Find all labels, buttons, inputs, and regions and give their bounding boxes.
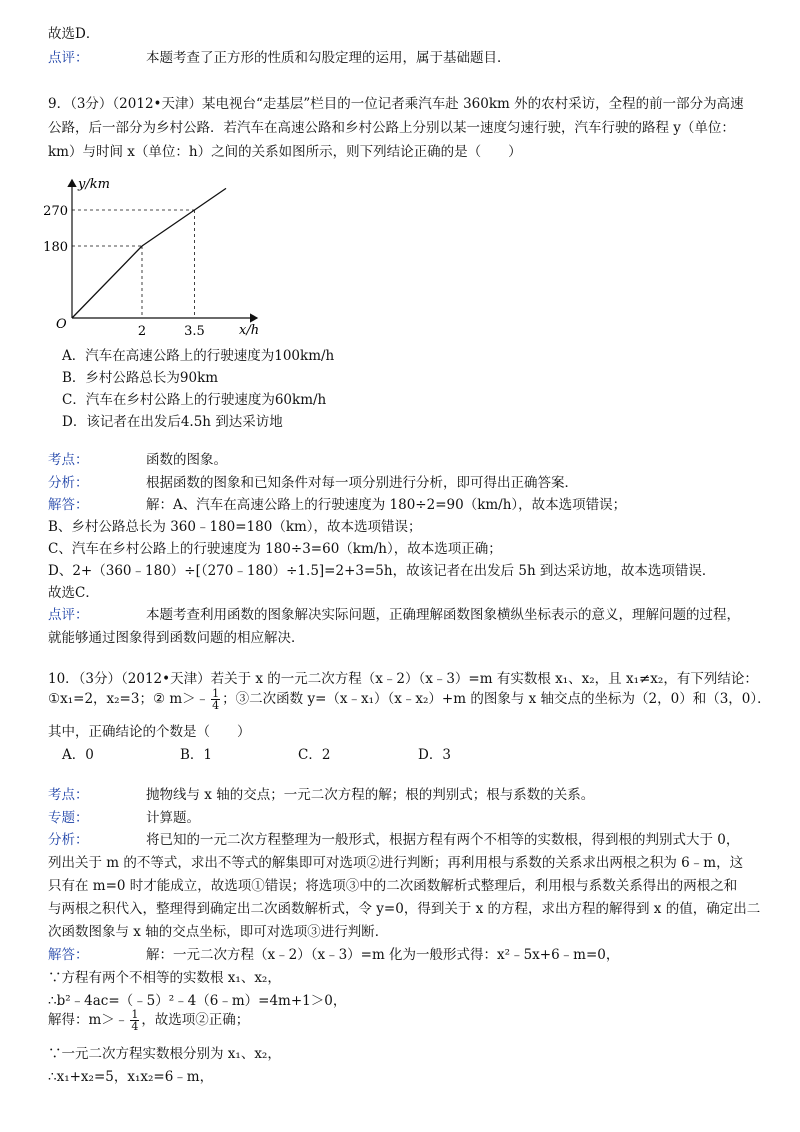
q10-option-c: C．2: [298, 747, 331, 763]
q9-option-b: B．乡村公路总长为90km: [62, 370, 219, 386]
q10-fraction: [211, 688, 220, 711]
q10-stem-line1: 10．（3分）（2012•天津）若关于 x 的一元二次方程（x﹣2）（x﹣3）=m 有实数根 x₁、x₂，且 x₁≠x₂，有下列结论：: [48, 671, 758, 687]
q10-jieda-frac-num: 1: [131, 1008, 139, 1021]
q9-jieda-4: D、2+（360﹣180）÷[（270﹣180）÷1.5]=2+3=5h，故该记者在出发后 5h 到达采访地，故本选项错误．: [48, 563, 716, 579]
q10-kaodian: 抛物线与 x 轴的交点；一元二次方程的解；根的判别式；根与系数的关系。: [146, 787, 595, 803]
series-segment-tail: [195, 188, 227, 210]
q10-stem-line3: 其中，正确结论的个数是（ ）: [48, 724, 251, 740]
x-axis-label: x/h: [239, 323, 260, 338]
y-axis-label: y/km: [78, 177, 110, 192]
q9-kaodian-label: 考点：: [48, 452, 89, 468]
prev-conclusion: 故选D．: [48, 26, 100, 42]
q9-stem-line2: 公路，后一部分为乡村公路．若汽车在高速公路和乡村公路上分别以某一速度匀速行驶，汽车行驶的路程 y（单位：: [48, 120, 735, 136]
q10-jieda-frac-den: 4: [131, 1020, 139, 1033]
q10-fenxi-5: 次函数图象与 x 轴的交点坐标，即可对选项③进行判断．: [48, 924, 389, 940]
q9-dianping-2: 就能够通过图象得到函数问题的相应解决．: [48, 630, 305, 646]
x-tick-3.5: 3.5: [184, 324, 205, 339]
q9-fenxi: 根据函数的图象和已知条件对每一项分别进行分析，即可得出正确答案．: [146, 475, 578, 491]
q10-fenxi-2: 列出关于 m 的不等式，求出不等式的解集即可对选项②进行判断；再利用根与系数的关系求出两根之积为 6﹣m，这: [48, 855, 744, 871]
q10-jieda-label: 解答：: [48, 947, 89, 963]
q10-jieda-4-a: 解得：m＞﹣: [48, 1012, 129, 1028]
q9-fenxi-label: 分析：: [48, 475, 89, 491]
q9-stem-line1: 9．（3分）（2012•天津）某电视台“走基层”栏目的一位记者乘汽车赴 360km 外的农村采访，全程的前一部分为高速: [48, 96, 744, 112]
q10-jieda-4-b: ，故选项②正确；: [141, 1012, 250, 1028]
q9-dianping-1: 本题考查利用函数的图象解决实际问题，正确理解函数图象横纵坐标表示的意义，理解问题的过程，: [146, 607, 740, 623]
q10-zhuanti: 计算题。: [146, 810, 200, 826]
q10-fenxi-4: 与两根之积代入，整理得到确定出二次函数解析式，令 y=0，得到关于 x 的方程，求出方程的解得到 x 的值，确定出二: [48, 901, 761, 917]
q9-jieda-3: C、汽车在乡村公路上的行驶速度为 180÷3=60（km/h），故本选项正确；: [48, 541, 502, 557]
q10-jieda-fraction: [130, 1009, 139, 1032]
q9-stem-line3: km）与时间 x（单位：h）之间的关系如图所示，则下列结论正确的是（ ）: [48, 144, 522, 160]
q9-dianping-label: 点评：: [48, 607, 89, 623]
q10-stem-line2-a: ①x₁=2，x₂=3；② m＞﹣: [48, 691, 210, 707]
q10-zhuanti-label: 专题：: [48, 810, 89, 826]
q10-stem-line2-b: ；③二次函数 y=（x﹣x₁）（x﹣x₂）+m 的图象与 x 轴交点的坐标为（2，0）和（3，0）．: [222, 691, 771, 707]
q10-jieda-3: ∴b²﹣4ac=（﹣5）²﹣4（6﹣m）=4m+1＞0，: [48, 993, 347, 1009]
q10-jieda-5: ∵一元二次方程实数根分别为 x₁、x₂，: [48, 1046, 281, 1062]
q10-option-a: A．0: [62, 747, 94, 763]
q10-jieda-1: 解：一元二次方程（x﹣2）（x﹣3）=m 化为一般形式得：x²﹣5x+6﹣m=0，: [146, 947, 620, 963]
q10-option-b: B．1: [180, 747, 213, 763]
q10-frac-den: 4: [212, 699, 220, 712]
q9-jieda-2: B、乡村公路总长为 360﹣180=180（km），故本选项错误；: [48, 519, 422, 535]
q10-option-d: D．3: [418, 747, 451, 763]
q9-option-d: D．该记者在出发后4.5h 到达采访地: [62, 414, 283, 430]
q9-jieda-1: 解：A、汽车在高速公路上的行驶速度为 180÷2=90（km/h），故本选项错误；: [146, 497, 627, 513]
q9-option-a: A．汽车在高速公路上的行驶速度为100km/h: [62, 348, 335, 364]
q9-conclusion: 故选C．: [48, 585, 99, 601]
q10-jieda-6: ∴x₁+x₂=5，x₁x₂=6﹣m，: [48, 1069, 214, 1085]
q10-kaodian-label: 考点：: [48, 787, 89, 803]
q10-fenxi-1: 将已知的一元二次方程整理为一般形式，根据方程有两个不相等的实数根，得到根的判别式大于 0，: [146, 832, 740, 848]
q10-fenxi-3: 只有在 m=0 时才能成立，故选项①错误；将选项③中的二次函数解析式整理后，利用根与系数关系得出的两根之和: [48, 878, 738, 894]
q10-jieda-4: [48, 1008, 249, 1032]
q10-stem-line2: [48, 687, 771, 711]
x-tick-2: 2: [137, 324, 147, 339]
q9-option-c: C．汽车在乡村公路上的行驶速度为60km/h: [62, 392, 327, 408]
q10-jieda-2: ∵方程有两个不相等的实数根 x₁、x₂，: [48, 970, 281, 986]
q9-jieda-label: 解答：: [48, 497, 89, 513]
series-segment-1: [142, 210, 195, 246]
q9-graph: [40, 172, 260, 342]
series-segment-0: [72, 246, 142, 318]
y-tick-180: 180: [43, 240, 68, 255]
q10-frac-num: 1: [212, 687, 220, 700]
origin-label: O: [56, 317, 67, 332]
y-tick-270: 270: [43, 204, 68, 219]
prev-comment-label: 点评：: [48, 50, 89, 66]
prev-comment-text: 本题考查了正方形的性质和勾股定理的运用，属于基础题目．: [146, 50, 511, 66]
q9-kaodian: 函数的图象。: [146, 452, 227, 468]
q10-fenxi-label: 分析：: [48, 832, 89, 848]
